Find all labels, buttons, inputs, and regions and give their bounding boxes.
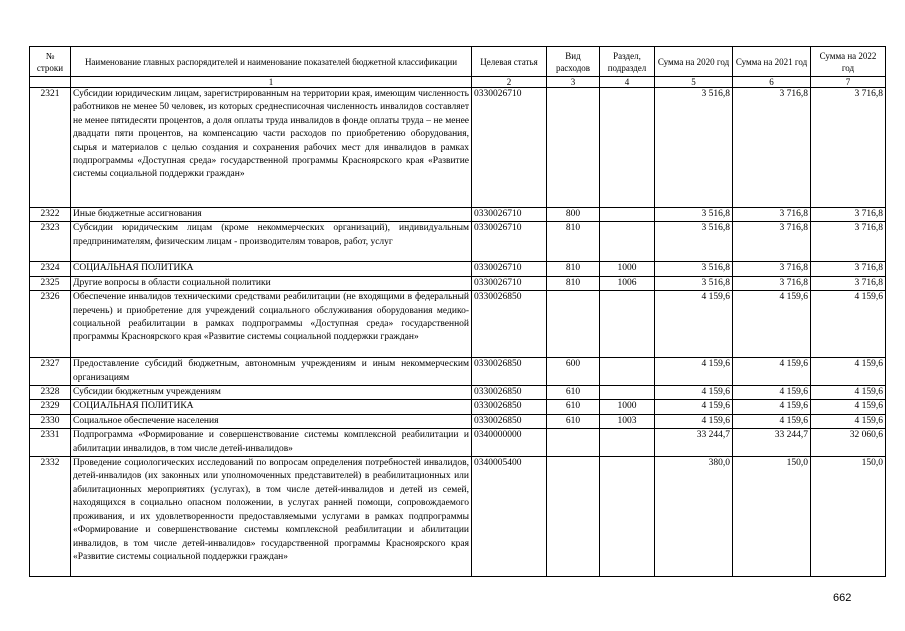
row-name: Субсидии юридическим лицам (кроме некоммерческих организаций), индивидуальным предпринимателям, физическим лицам - производителям товаров, работ, услуг — [71, 222, 472, 262]
header-expense-type: Вид расходов — [547, 47, 600, 77]
row-sum-2022: 3 716,8 — [811, 88, 886, 208]
row-name: Другие вопросы в области социальной политики — [71, 276, 472, 290]
row-section — [600, 208, 655, 222]
column-number: 4 — [600, 77, 655, 88]
row-expense-type — [547, 291, 600, 358]
column-number: 2 — [472, 77, 547, 88]
table-row — [30, 262, 886, 276]
row-name: Социальное обеспечение населения — [71, 414, 472, 428]
row-number: 2329 — [30, 400, 71, 414]
table-row — [30, 386, 886, 400]
row-name: Иные бюджетные ассигнования — [71, 208, 472, 222]
row-name: Обеспечение инвалидов техническими средствами реабилитации (не входящими в федеральный перечень) и приобретение для учреждений социального обслуживания оборудования медико-социальной реабилитации в рамках подпрограммы «Доступная среда» государственной программы Красноярского края «Развитие системы социальной поддержки граждан» — [71, 291, 472, 358]
header-row — [30, 47, 886, 77]
row-sum-2020: 4 159,6 — [655, 414, 733, 428]
row-sum-2021: 4 159,6 — [733, 358, 811, 386]
row-section — [600, 222, 655, 262]
row-target-article: 0330026850 — [472, 400, 547, 414]
row-number: 2332 — [30, 457, 71, 577]
row-number: 2321 — [30, 88, 71, 208]
table-row — [30, 208, 886, 222]
row-sum-2020: 3 516,8 — [655, 88, 733, 208]
table-row — [30, 358, 886, 386]
row-target-article: 0330026850 — [472, 386, 547, 400]
row-name: Подпрограмма «Формирование и совершенствование системы комплексной реабилитации и абилитации инвалидов, в том числе детей-инвалидов» — [71, 429, 472, 457]
column-number: 5 — [655, 77, 733, 88]
row-section: 1006 — [600, 276, 655, 290]
column-number — [30, 77, 71, 88]
row-target-article: 0330026850 — [472, 291, 547, 358]
row-sum-2020: 3 516,8 — [655, 262, 733, 276]
row-number: 2331 — [30, 429, 71, 457]
header-row-no: № строки — [30, 47, 71, 77]
row-sum-2022: 32 060,6 — [811, 429, 886, 457]
row-target-article: 0330026710 — [472, 262, 547, 276]
row-section: 1000 — [600, 400, 655, 414]
row-name: Субсидии юридическим лицам, зарегистрированным на территории края, имеющим численность работников не менее 50 человек, из которых среднесписочная численность инвалидов составляет не менее пятидесяти процентов, а доля оплаты труда инвалидов в фонде оплаты труда – не менее двадцати пяти процентов, на компенсацию части расходов по приобретению оборудования, сырья и материалов с целью создания и сохранения рабочих мест для инвалидов в рамках подпрограммы «Доступная среда» государственной программы Красноярского края «Развитие системы социальной поддержки граждан» — [71, 88, 472, 208]
row-expense-type: 610 — [547, 414, 600, 428]
row-number: 2328 — [30, 386, 71, 400]
row-section: 1000 — [600, 262, 655, 276]
budget-table — [29, 46, 886, 577]
row-sum-2021: 150,0 — [733, 457, 811, 577]
column-numbers-row — [30, 77, 886, 88]
row-target-article: 0330026710 — [472, 222, 547, 262]
row-section — [600, 291, 655, 358]
row-target-article: 0340005400 — [472, 457, 547, 577]
row-target-article: 0330026710 — [472, 88, 547, 208]
row-name: Проведение социологических исследований по вопросам определения потребностей инвалидов, детей-инвалидов (их законных или уполномоченных представителей) в реабилитационных или абилитационных мероприятиях (услугах), в том числе детей-инвалидов и детей из семей, находящихся в социально опасном положении, в услугах ранней помощи, сопровождаемого проживания, и их удовлетворенности предоставляемыми услугами в рамках подпрограммы «Формирование и совершенствование системы комплексной реабилитации и абилитации инвалидов, в том числе детей-инвалидов» государственной программы Красноярского края «Развитие системы социальной поддержки граждан» — [71, 457, 472, 577]
table-row — [30, 400, 886, 414]
row-sum-2022: 3 716,8 — [811, 276, 886, 290]
row-sum-2022: 4 159,6 — [811, 400, 886, 414]
row-number: 2322 — [30, 208, 71, 222]
row-name: СОЦИАЛЬНАЯ ПОЛИТИКА — [71, 400, 472, 414]
row-expense-type: 810 — [547, 276, 600, 290]
row-target-article: 0340000000 — [472, 429, 547, 457]
row-section: 1003 — [600, 414, 655, 428]
row-number: 2327 — [30, 358, 71, 386]
row-target-article: 0330026710 — [472, 208, 547, 222]
row-expense-type: 610 — [547, 386, 600, 400]
row-section — [600, 457, 655, 577]
table-row — [30, 414, 886, 428]
row-sum-2020: 3 516,8 — [655, 276, 733, 290]
row-sum-2021: 4 159,6 — [733, 400, 811, 414]
row-sum-2022: 4 159,6 — [811, 386, 886, 400]
row-expense-type: 810 — [547, 222, 600, 262]
row-sum-2020: 3 516,8 — [655, 222, 733, 262]
header-sum-2021: Сумма на 2021 год — [733, 47, 811, 77]
row-name: СОЦИАЛЬНАЯ ПОЛИТИКА — [71, 262, 472, 276]
header-section: Раздел, подраздел — [600, 47, 655, 77]
column-number: 7 — [811, 77, 886, 88]
table-row — [30, 291, 886, 358]
row-section — [600, 386, 655, 400]
row-target-article: 0330026710 — [472, 276, 547, 290]
header-sum-2022: Сумма на 2022 год — [811, 47, 886, 77]
row-sum-2022: 3 716,8 — [811, 222, 886, 262]
table-row — [30, 457, 886, 577]
row-sum-2020: 4 159,6 — [655, 358, 733, 386]
row-number: 2330 — [30, 414, 71, 428]
row-sum-2021: 3 716,8 — [733, 262, 811, 276]
row-target-article: 0330026850 — [472, 414, 547, 428]
row-name: Предоставление субсидий бюджетным, автономным учреждениям и иным некоммерческим организациям — [71, 358, 472, 386]
row-sum-2021: 3 716,8 — [733, 88, 811, 208]
header-sum-2020: Сумма на 2020 год — [655, 47, 733, 77]
row-sum-2022: 3 716,8 — [811, 262, 886, 276]
row-sum-2022: 150,0 — [811, 457, 886, 577]
row-expense-type — [547, 429, 600, 457]
header-name: Наименование главных распорядителей и наименование показателей бюджетной классификации — [71, 47, 472, 77]
row-section — [600, 88, 655, 208]
row-sum-2020: 33 244,7 — [655, 429, 733, 457]
row-sum-2022: 4 159,6 — [811, 358, 886, 386]
row-sum-2022: 4 159,6 — [811, 414, 886, 428]
row-sum-2021: 4 159,6 — [733, 291, 811, 358]
row-expense-type — [547, 88, 600, 208]
row-name: Субсидии бюджетным учреждениям — [71, 386, 472, 400]
column-number: 3 — [547, 77, 600, 88]
row-expense-type: 600 — [547, 358, 600, 386]
row-section — [600, 358, 655, 386]
row-expense-type: 610 — [547, 400, 600, 414]
column-number: 1 — [71, 77, 472, 88]
row-number: 2326 — [30, 291, 71, 358]
header-target-article: Целевая статья — [472, 47, 547, 77]
row-sum-2020: 3 516,8 — [655, 208, 733, 222]
row-sum-2022: 4 159,6 — [811, 291, 886, 358]
row-number: 2325 — [30, 276, 71, 290]
table-body — [30, 88, 886, 577]
table-row — [30, 429, 886, 457]
row-sum-2021: 3 716,8 — [733, 276, 811, 290]
row-sum-2021: 4 159,6 — [733, 386, 811, 400]
row-sum-2021: 3 716,8 — [733, 208, 811, 222]
page-number: 662 — [833, 592, 852, 604]
table-row — [30, 88, 886, 208]
row-section — [600, 429, 655, 457]
row-number: 2323 — [30, 222, 71, 262]
row-number: 2324 — [30, 262, 71, 276]
row-target-article: 0330026850 — [472, 358, 547, 386]
column-number: 6 — [733, 77, 811, 88]
row-sum-2021: 4 159,6 — [733, 414, 811, 428]
row-sum-2021: 3 716,8 — [733, 222, 811, 262]
row-sum-2020: 4 159,6 — [655, 400, 733, 414]
table-row — [30, 276, 886, 290]
row-sum-2020: 380,0 — [655, 457, 733, 577]
row-sum-2020: 4 159,6 — [655, 291, 733, 358]
row-sum-2020: 4 159,6 — [655, 386, 733, 400]
table-row — [30, 222, 886, 262]
row-sum-2022: 3 716,8 — [811, 208, 886, 222]
row-expense-type — [547, 457, 600, 577]
row-sum-2021: 33 244,7 — [733, 429, 811, 457]
row-expense-type: 810 — [547, 262, 600, 276]
row-expense-type: 800 — [547, 208, 600, 222]
